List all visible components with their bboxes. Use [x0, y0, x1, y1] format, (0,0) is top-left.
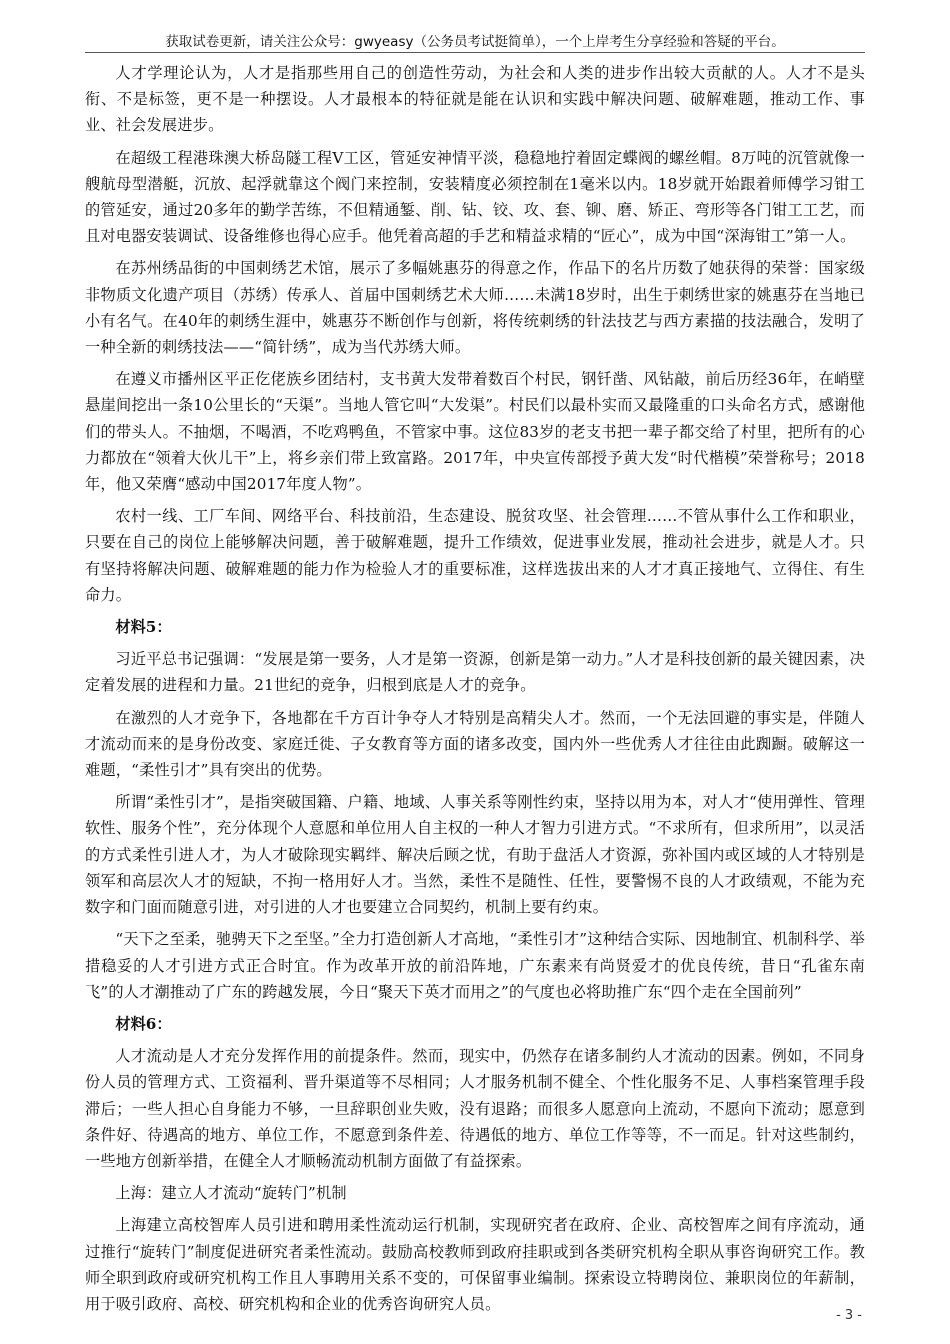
paragraph: 在激烈的人才竞争下，各地都在千方百计争夺人才特别是高精尖人才。然而，一个无法回避的事实是，伴随人才流动而来的是身份改变、家庭迁徙、子女教育等方面的诸多改变，国内外一些优秀人才往往由此踟蹰。破解这一难题，“柔性引才”具有突出的优势。: [85, 708, 865, 780]
document-body: [85, 60, 865, 1323]
paragraph: 上海建立高校智库人员引进和聘用柔性流动运行机制，实现研究者在政府、企业、高校智库之间有序流动，通过推行“旋转门”制度促进研究者柔性流动。鼓励高校教师到政府挂职或到各类研究机构全职从事咨询研究工作。教师全职到政府或研究机构工作且人事聘用关系不变的，可保留事业编制。探索设立特聘岗位、兼职岗位的年薪制，用于吸引政府、高校、研究机构和企业的优秀咨询研究人员。: [85, 1216, 865, 1313]
paragraph: 习近平总书记强调：“发展是第一要务，人才是第一资源，创新是第一动力。”人才是科技创新的最关键因素，决定着发展的进程和力量。21世纪的竞争，归根到底是人才的竞争。: [85, 650, 865, 695]
subheading-shanghai: 上海：建立人才流动“旋转门”机制: [115, 1184, 347, 1203]
paragraph: 农村一线、工厂车间、网络平台、科技前沿，生态建设、脱贫攻坚、社会管理……不管从事什么工作和职业，只要在自己的岗位上能够解决问题，善于破解难题，提升工作绩效，促进事业发展，推动社会进步，就是人才。只有坚持将解决问题、破解难题的能力作为检验人才的重要标准，这样选拔出来的人才才真正接地气、立得住、有生命力。: [85, 507, 865, 604]
header-divider: [85, 52, 865, 53]
paragraph: 在苏州绣品街的中国刺绣艺术馆，展示了多幅姚惠芬的得意之作，作品下的名片历数了她获得的荣誉：国家级非物质文化遗产项目（苏绣）传承人、首届中国刺绣艺术大师……未满18岁时，出生于刺绣世家的姚惠芬在当地已小有名气。在40年的刺绣生涯中，姚惠芬不断创作与创新，将传统刺绣的针法技艺与西方素描的技法融合，发明了一种全新的刺绣技法——“简针绣”，成为当代苏绣大师。: [85, 259, 865, 357]
paragraph: 人才学理论认为，人才是指那些用自己的创造性劳动，为社会和人类的进步作出较大贡献的人。人才不是头衔、不是标签，更不是一种摆设。人才最根本的特征就是能在认识和实践中解决问题、破解难题，推动工作、事业、社会发展进步。: [85, 64, 865, 135]
paragraph: 所谓“柔性引才”，是指突破国籍、户籍、地域、人事关系等刚性约束，坚持以用为本，对人才“使用弹性、管理软性、服务个性”，充分体现个人意愿和单位用人自主权的一种人才智力引进方式。“不求所有，但求所用”，以灵活的方式柔性引进人才，为人才破除现实羁绊、解决后顾之忧，有助于盘活人才资源，弥补国内或区域的人才特别是领军和高层次人才的短缺，不拘一格用好人才。当然，柔性不是随性、任性，要警惕不良的人才政绩观，不能为充数字和门面而随意引进，对引进的人才也要建立合同契约，机制上要有约束。: [85, 793, 865, 917]
paragraph: 人才流动是人才充分发挥作用的前提条件。然而，现实中，仍然存在诸多制约人才流动的因素。例如，不同身份人员的管理方式、工资福利、晋升渠道等不尽相同；人才服务机制不健全、个性化服务不足、人事档案管理手段滞后；一些人担心自身能力不够，一旦辞职创业失败，没有退路；而很多人愿意向上流动，不愿向下流动；愿意到条件好、待遇高的地方、单位工作，不愿意到条件差、待遇低的地方、单位工作等等，不一而足。针对这些制约，一些地方创新举措，在健全人才顺畅流动机制方面做了有益探索。: [85, 1047, 865, 1170]
material-5-heading: 材料5：: [115, 618, 172, 637]
paragraph: 在超级工程港珠澳大桥岛隧工程V工区，管延安神情平淡，稳稳地拧着固定蝶阀的螺丝帽。8万吨的沉管就像一艘航母型潜艇，沉放、起浮就靠这个阀门来控制，安装精度必须控制在1毫米以内。18岁就开始跟着师傅学习钳工的管延安，通过20多年的勤学苦练，不但精通錾、削、钻、铰、攻、套、铆、磨、矫正、弯形等各门钳工工艺，而且对电器安装调试、设备维修也得心应手。他凭着高超的手艺和精益求精的“匠心”，成为中国“深海钳工”第一人。: [85, 148, 865, 246]
paragraph: 在遵义市播州区平正仡佬族乡团结村，支书黄大发带着数百个村民，钢钎凿、风钻敲，前后历经36年，在峭壁悬崖间挖出一条10公里长的“天渠”。当地人管它叫“大发渠”。村民们以最朴实而又最隆重的口头命名方式，感谢他们的带头人。不抽烟，不喝酒，不吃鸡鸭鱼，不管家中事。这位83岁的老支书把一辈子都交给了村里，把所有的心力都放在“领着大伙儿干”上，将乡亲们带上致富路。2017年，中央宣传部授予黄大发“时代楷模”荣誉称号；2018年，他又荣膺“感动中国2017年度人物”。: [85, 370, 865, 494]
material-6-heading: 材料6：: [115, 1014, 172, 1033]
page-number: - 3 -: [836, 1308, 862, 1323]
paragraph: “天下之至柔，驰骋天下之至坚。”全力打造创新人才高地，“柔性引才”这种结合实际、因地制宜、机制科学、举措稳妥的人才引进方式正合时宜。作为改革开放的前沿阵地，广东素来有尚贤爱才的优良传统，昔日“孔雀东南飞”的人才潮推动了广东的跨越发展，今日“聚天下英才而用之”的气度也必将助推广东“四个走在全国前列”: [85, 930, 865, 1001]
page-header: 获取试卷更新，请关注公众号：gwyeasy（公务员考试挺简单），一个上岸考生分享经验和答疑的平台。: [165, 34, 785, 50]
